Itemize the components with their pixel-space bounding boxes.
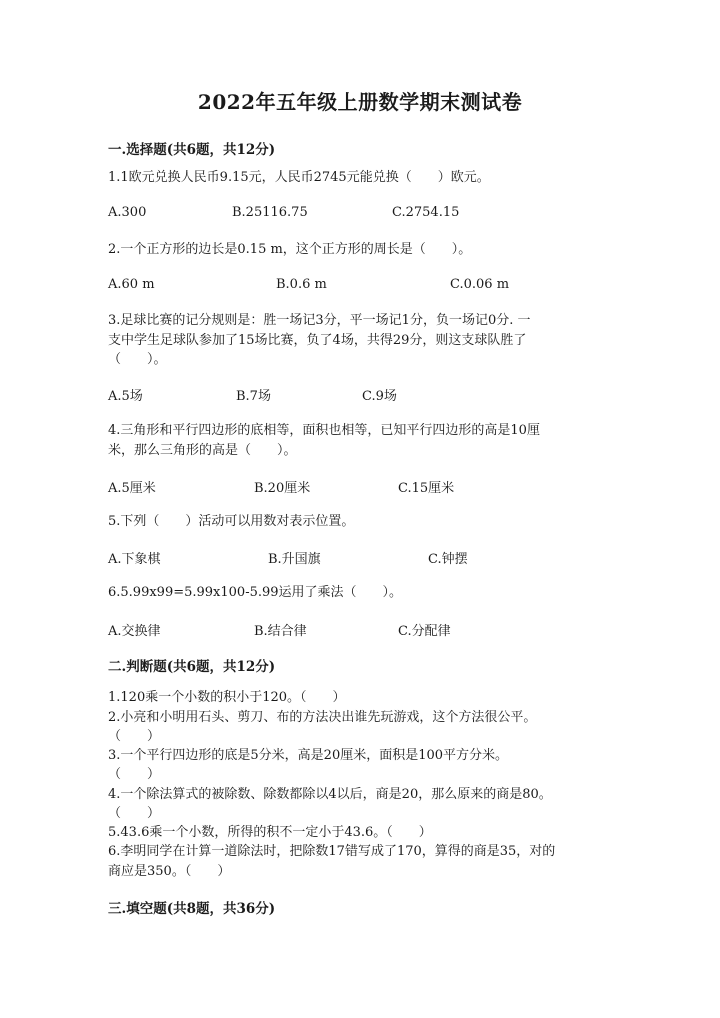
question-text: 支中学生足球队参加了15场比赛，负了4场，共得29分，则这支球队胜了 [108, 333, 527, 348]
option-a: A.60 m [108, 277, 155, 292]
question-text: 6.5.99x99=5.99x100-5.99运用了乘法（ ）。 [108, 585, 403, 600]
options-row [0, 548, 720, 568]
options-row [0, 205, 720, 225]
section-heading-fill: 三.填空题(共8题，共36分) [108, 901, 276, 917]
judge-line: 4.一个除法算式的被除数、除数都除以4以后，商是20，那么原来的商是80。 [108, 787, 552, 802]
question-text: 1.1欧元兑换人民币9.15元，人民币2745元能兑换（ ）欧元。 [108, 170, 490, 185]
option-c: C.9场 [362, 389, 397, 404]
option-c: C.0.06 m [450, 277, 510, 292]
options-row [0, 385, 720, 405]
option-a: A.5厘米 [108, 481, 156, 496]
judge-line: 3.一个平行四边形的底是5分米，高是20厘米，面积是100平方分米。 [108, 748, 509, 763]
judge-line: 商应是350。（ ） [108, 864, 231, 879]
section-heading-choice: 一.选择题(共6题，共12分) [108, 142, 276, 158]
option-b: B.结合律 [254, 624, 307, 639]
judge-line: （ ） [108, 767, 161, 782]
option-a: A.下象棋 [108, 552, 161, 567]
question-text: 2.一个正方形的边长是0.15 m，这个正方形的周长是（ ）。 [108, 242, 472, 257]
option-b: B.0.6 m [276, 277, 327, 292]
option-c: C.钟摆 [428, 552, 468, 567]
judge-line: （ ） [108, 806, 161, 821]
option-c: C.分配律 [398, 624, 451, 639]
options-row [0, 477, 720, 497]
section-heading-judge: 二.判断题(共6题，共12分) [108, 659, 276, 675]
option-a: A.交换律 [108, 624, 161, 639]
judge-line: 1.120乘一个小数的积小于120。（ ） [108, 690, 346, 705]
option-a: A.300 [108, 205, 147, 220]
question-text: 5.下列（ ）活动可以用数对表示位置。 [108, 514, 355, 529]
option-b: B.升国旗 [268, 552, 321, 567]
judge-line: 5.43.6乘一个小数，所得的积不一定小于43.6。（ ） [108, 825, 432, 840]
question-text: 米，那么三角形的高是（ ）。 [108, 443, 297, 458]
judge-line: 2.小亮和小明用石头、剪刀、布的方法决出谁先玩游戏，这个方法很公平。 [108, 710, 537, 725]
option-c: C.15厘米 [398, 481, 455, 496]
question-text: （ ）。 [108, 352, 167, 367]
option-a: A.5场 [108, 389, 143, 404]
judge-line: （ ） [108, 729, 161, 744]
page-title: 2022年五年级上册数学期末测试卷 [197, 90, 523, 114]
question-text: 4.三角形和平行四边形的底相等，面积也相等，已知平行四边形的高是10厘 [108, 423, 540, 438]
question-text: 3.足球比赛的记分规则是：胜一场记3分，平一场记1分，负一场记0分. 一 [108, 313, 531, 328]
option-c: C.2754.15 [392, 205, 460, 220]
option-b: B.20厘米 [254, 481, 311, 496]
options-row [0, 620, 720, 640]
options-row [0, 277, 720, 297]
option-b: B.25116.75 [232, 205, 308, 220]
option-b: B.7场 [236, 389, 271, 404]
judge-line: 6.李明同学在计算一道除法时，把除数17错写成了170，算得的商是35，对的 [108, 844, 556, 859]
